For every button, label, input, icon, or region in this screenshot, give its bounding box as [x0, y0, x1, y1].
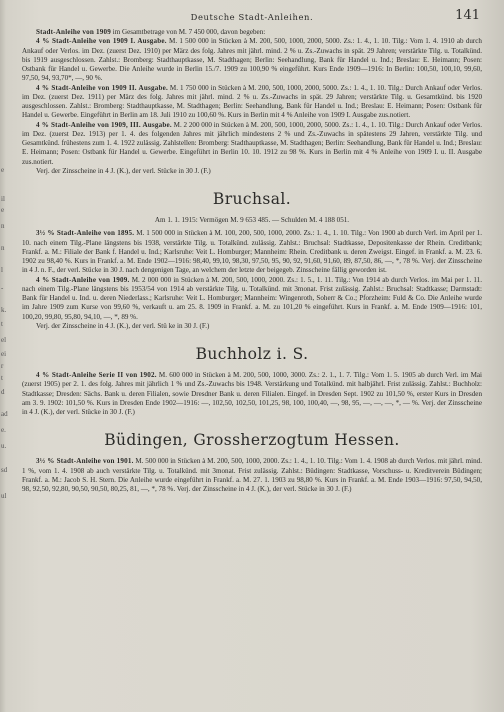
- paragraph-heading: 4 % Stadt-Anleihe von 1909 I. Ausgabe.: [36, 37, 167, 46]
- paragraph-text: M. 2 200 000 in Stücken à M. 200, 500, 1000, 2000, 5000. Zs.: 1. 4., 1. 10. Tilg.: Durch Ankauf oder Verlos. im Dez. (zuerst Dez. 1913) per 1. 4. des folgenden Jahres mit jährlich mindestens 2 % und Zs.-Zuwachs in spätestens 29 Jahren, verstärkte Tilg. und Gesamtkünd. frühestens zum 1. 4. 1922 zulässig. Zahlstellen: Bromberg: Stadthauptkasse, M. Stadthagen; Berlin: Seehandlung, Bank für Handel u. Ind.; Breslau: E. Heimann; Posen: Ostbank für Handel u. Gewerbe. Eingeführt in Berlin 10. 10. 1912 zu 98 %. Kurs in Berlin mit 4 % Anleihe von 1909 I. u. II. Ausgabe zus.notiert.: [22, 120, 483, 166]
- margin-fragment: e: [1, 166, 5, 174]
- margin-fragment: ad: [1, 410, 8, 418]
- paragraph: [22, 28, 482, 37]
- page-content: [22, 8, 482, 494]
- paragraph-text: M. 2 000 000 in Stücken à M. 200, 500, 1000, 2000. Zs.: 1. 5., 1. 11. Tilg.: Von 1914 ab durch Verlos. im Mai per 1. 11. nach einem Tilg.-Plane längstens bis 1953/54 von 1914 ab verstärkte Tilg. u. Totalkünd. mit 3monat. Frist zulässig. Zahlst.: Bruchsal: Stadtkasse; Darmstadt: Bank für Handel u. Ind. u. deren Niederlass.; Karlsruhe: Veit L. Homburger; Mannheim: Wingenroth, Soherr & Co.; Pforzheim: Fuld & Co. Die Anleihe wurde im Jahre 1909 zum Kurse von 99,60 %, verkauft u. am 25. 8. 1909 in Frankf. a. M. zu 101,20 % eingeführt. Kurs in Frankf. a. M. Ende 1909—1916: 101, 100,20, 99,80, 95,80, 94,10, —, *, 89 %.: [22, 275, 482, 321]
- left-margin-fragments: [0, 0, 18, 712]
- margin-fragment: t: [1, 374, 3, 382]
- paragraph: [22, 84, 482, 121]
- paragraph-text: M. 1 500 000 in Stücken à M. 200, 500, 1000, 2000, 5000. Zs.: 1. 4., 1. 10. Tilg.: Vom 1. 4. 1910 ab durch Ankauf oder Verlos. im Dez. (zuerst Dez. 1910) per März des folg. Jahres mit jährl. mind. 2 % u. Zs.-Zuwachs in spät. 29 Jahren; verstärkte Tilg. u. Totalkünd. bis 1919 ausgeschlossen. Zahlst.: Bromberg: Stadthauptkasse, M. Stadthagen; Berlin: Seehandlung, Bank für Handel u. Ind.; Breslau: E. Heimann; Posen: Ostbank für Handel u. Gewerbe. Die Anleihe wurde in Berlin 15./7. 1909 zu 100,90 % eingeführt. Kurs Ende 1909—1916: In Berlin: 100,50, 100,10, 99,60, 97,50, 94, 93,70*, —, 90 %.: [22, 37, 482, 83]
- section-title-budingen: Büdingen, Grossherzogtum Hessen.: [104, 431, 400, 450]
- margin-fragment: sd: [1, 466, 8, 474]
- paragraph-text: M. 600 000 in Stücken à M. 200, 500, 1000, 3000. Zs.: 2. 1., 1. 7. Tilg.: Vom 1. 5. 1905 ab durch Verl. im Mai (zuerst 1905) per 2. 1. des folg. Jahres mit jährlich 1 % und Zs.-Zuwachs bis 1948. Verstärkung und Totalkünd. mit halbjährl. Frist zulässig. Zahlst.: Buchholz: Stadtkasse; Dresden: Sächs. Bank u. deren Filialen, sowie Dresdner Bank u. deren Filialen. Eingef. in Dresden Sept. 1902 zu 101,50 %, erster Kurs in Dresden am 3. 9. 1902: 101,50 %. Kurs in Dresden Ende 1902—1916: —, 102,50, 102,50, 101,25, 98, 100, 100,40, —, 98, 95, —, —, —, *, — %. Verj. der Zinsscheine in 4 J. (K.), der verl. Stücke in 30 J. (F.): [22, 371, 482, 416]
- paragraph-text: Verj. der Zinsscheine in 4 J. (K.), der verl. Stücke in 30 J. (F.): [36, 166, 211, 175]
- section-title-bruchsal: Bruchsal.: [212, 190, 292, 208]
- margin-fragment: -: [1, 284, 4, 292]
- margin-fragment: t: [1, 320, 3, 328]
- paragraph: [22, 167, 482, 176]
- margin-fragment: ul: [1, 492, 7, 500]
- paragraph-text: M. 500 000 in Stücken à M. 200, 500, 1000, 2000. Zs.: 1. 4., 1. 10. Tilg.: Vom 1. 4. 1908 ab durch Verlos. mit jährl. mind. 1 %, vom 1. 4. 1908 ab auch verstärkte Tilg. u. Totalkünd. mit 3monat. Frist zulässig. Zahlst.: Büdingen: Stadtkasse, Vorschuss- u. Kreditverein Büdingen; Frankf. a. M.: Jacob S. H. Stern. Die Anleihe wurde eingeführt in Frankf. a. M. 27. 1. 1903 zu 98,80 %. Kurs in Frankf. a. M. Ende 1903—1916: 97,50, 94,50, 98, 92,50, 92,80, 90,50, 90,50, 80,25, 81, —, *, 78 %. Verj. der Zinsscheine in 4 J. (K.), der verl. Stücke in 30 J. (F.): [22, 457, 483, 493]
- paragraph: [22, 276, 482, 322]
- margin-fragment: l: [1, 266, 3, 274]
- margin-fragment: d: [1, 388, 5, 396]
- paragraph-heading: 4 % Stadt-Anleihe von 1909 II. Ausgabe.: [36, 83, 168, 92]
- paragraph-text: Verj. der Zinsscheine in 4 J. (K.), der verl. Stü ke in 30 J. (F.): [36, 321, 210, 330]
- paragraph: [22, 322, 482, 331]
- margin-fragment: r: [1, 362, 4, 370]
- margin-fragment: n: [1, 244, 5, 252]
- margin-fragment: u.: [1, 442, 7, 450]
- paragraph-text: M. 1 750 000 in Stücken à M. 200, 500, 1000, 2000, 5000. Zs.: 1. 4., 1. 10. Tilg.: Durch Ankauf oder Verlos. im Dez. (zuerst Dez. 1911) per März des folg. Jahres mit jährl. mind. 2 % u. Zs.-Zuwachs in spät. 29 Jahren; verstärkte Tilg. u. Gesamtkünd. bis 1920 ausgeschlossen. Zahlst.: Bromberg: Stadthauptkasse, M. Stadthagen; Berlin: Seehandlung, Bank für Handel u. Ind.; Breslau: E. Heimann; Posen: Ostbank für Handel u. Gewerbe. Eingeführt in Berlin am 18. Juli 1910 zu 100,60 %. Kurs in Berlin mit 4 % Anleihe von 1909 I. Ausgabe zus.notiert.: [22, 83, 482, 120]
- paragraph: [22, 121, 482, 167]
- paragraph: [22, 229, 482, 275]
- margin-fragment: el: [1, 336, 7, 344]
- running-header: [22, 8, 482, 28]
- paragraph: [22, 457, 482, 494]
- section-subtitle: Am 1. 1. 1915: Vermögen M. 9 653 485. — Schulden M. 4 188 051.: [154, 216, 350, 224]
- margin-fragment: n: [1, 222, 5, 230]
- page-number: 141: [455, 8, 480, 23]
- margin-fragment: il: [1, 195, 5, 203]
- paragraph-text: im Gesamtbetrage von M. 7 450 000, davon begeben:: [110, 28, 266, 36]
- paragraph-heading: 4 % Stadt-Anleihe von 1909.: [36, 275, 130, 284]
- paragraph-heading: 4 % Stadt-Anleihe von 1909, III. Ausgabe.: [36, 120, 172, 129]
- paragraph-heading: Stadt-Anleihe von 1909: [36, 28, 111, 36]
- paragraph-text: M. 1 500 000 in Stücken à M. 100, 200, 500, 1000, 2000. Zs.: 1. 4., 1. 10. Tilg.: Von 1900 ab durch Verl. im April per 1. 10. nach einem Tilg.-Plane längstens bis 1938, verstärkte Tilg. u. Totalkünd. zulässig. Zahlst.: Bruchsal: Stadtkasse, Depositenkasse der Rhein. Creditbank; Frankf. a. M.: Filiale der Bank f. Handel u. Ind.; Karlsruhe: Veit L. Homburger; Mannheim: Rhein. Creditbank u. deren Zweigst. Eingef. in Frankf. a. M. 23. 6. 1902 zu 98,40 %. Kurs in Frankf. a. M. Ende 1902—1916: 98,40, 99,10, 98,30, 97,50, 95, 90, 92, 91,60, 91,60, 89, 87,50, 86, —, *, 78 %. Verj. der Zinsscheine in 4 J. n. F., der verl. Stücke in 30 J. nach dengenigen Tage, an welchem der letzte der beigegeb. Zinsscheine fällig geworden ist.: [22, 229, 483, 275]
- paragraph: [22, 37, 482, 83]
- paragraph-heading: 4 % Stadt-Anleihe Serie II von 1902.: [36, 371, 157, 379]
- paragraph-heading: 3½ % Stadt-Anleihe von 1901.: [36, 457, 134, 466]
- margin-fragment: k.: [1, 306, 7, 314]
- paragraph-heading: 3½ % Stadt-Anleihe von 1895.: [36, 229, 135, 238]
- margin-fragment: e: [1, 206, 5, 214]
- margin-fragment: e.: [1, 426, 6, 434]
- running-title: Deutsche Stadt-Anleihen.: [190, 12, 314, 22]
- margin-fragment: ei: [1, 350, 7, 358]
- paragraph: [22, 371, 482, 417]
- section-title-buchholz: Buchholz i. S.: [195, 345, 309, 363]
